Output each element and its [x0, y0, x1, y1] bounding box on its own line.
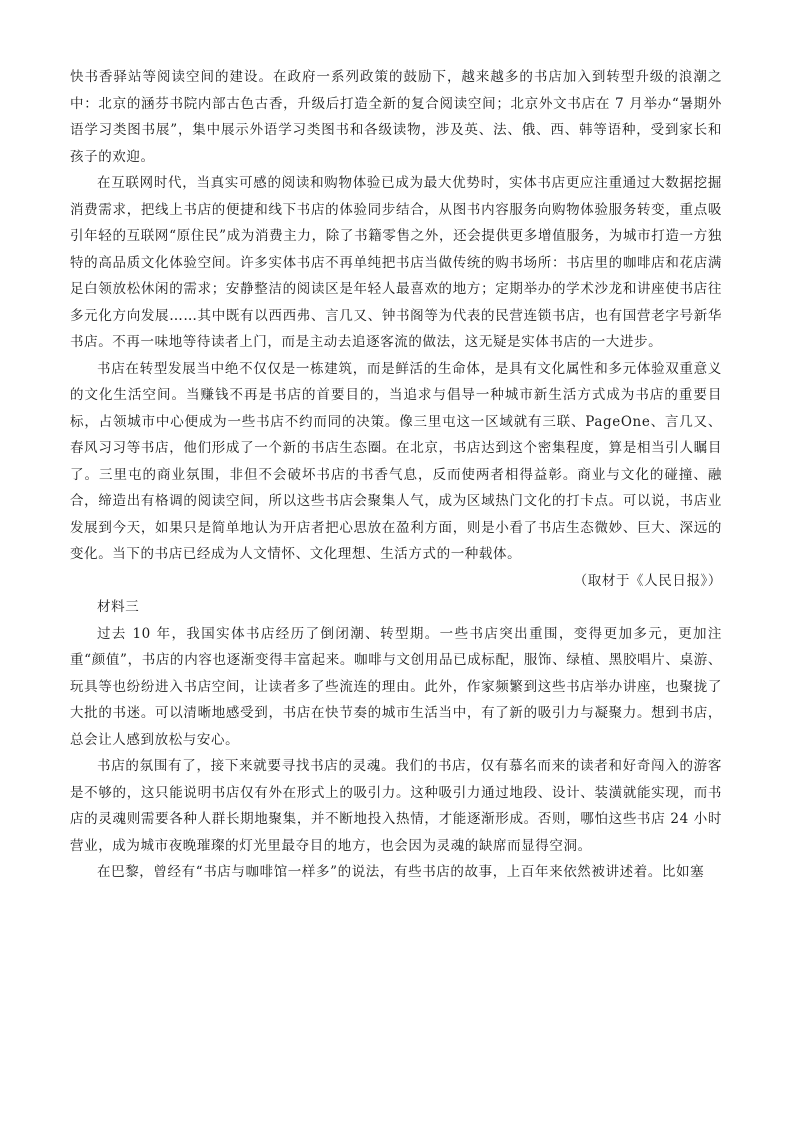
paragraph-bookstore-soul: 书店的氛围有了，接下来就要寻找书店的灵魂。我们的书店，仅有慕名而来的读者和好奇闯入的游客是不够的，这只能说明书店仅有外在形式上的吸引力。这种吸引力通过地段、设计、装潢就能实现，而书店的灵魂则需要各种人群长期地聚集，并不断地投入热情，才能逐渐形成。否则，哪怕这些书店 24 小时营业，成为城市夜晚璀璨的灯光里最夺目的地方，也会因为灵魂的缺席而显得空洞。 — [70, 758, 722, 854]
paragraph-bookstore-transformation: 书店在转型发展当中绝不仅仅是一栋建筑，而是鲜活的生命体，是具有文化属性和多元体验双重意义的文化生活空间。当赚钱不再是书店的首要目的，当追求与倡导一种城市新生活方式成为书店的重要目标，占领城市中心便成为一些书店不约而同的决策。像三里屯这一区域就有三联、PageOne、言几又、春风习习等书店，他们形成了一个新的书店生态圈。在北京，书店达到这个密集程度，算是相当引人瞩目了。三里屯的商业氛围，非但不会破坏书店的书香气息，反而使两者相得益彰。商业与文化的碰撞、融合，缔造出有格调的阅读空间，所以这些书店会聚集人气，成为区域热门文化的打卡点。可以说，书店业发展到今天，如果只是简单地认为开店者把心思放在盈利方面，则是小看了书店生态微妙、巨大、深远的变化。当下的书店已经成为人文情怀、文化理想、生活方式的一种载体。 — [70, 360, 722, 562]
paragraph-past-decade: 过去 10 年，我国实体书店经历了倒闭潮、转型期。一些书店突出重围，变得更加多元，更加注重“颜值”，书店的内容也逐渐变得丰富起来。咖啡与文创用品已成标配，服饰、绿植、黑胶唱片、桌游、玩具等也纷纷进入书店空间，让读者多了些流连的理由。此外，作家频繁到这些书店举办讲座，也聚拢了大批的书迷。可以清晰地感受到，书店在快节奏的城市生活当中，有了新的吸引力与凝聚力。想到书店，总会让人感到放松与安心。 — [70, 625, 722, 748]
paragraph-paris: 在巴黎，曾经有“书店与咖啡馆一样多”的说法，有些书店的故事，上百年来依然被讲述着。比如塞 — [97, 864, 705, 880]
source-citation: （取材于《人民日报》） — [573, 572, 722, 589]
section-heading-material-three: 材料三 — [97, 599, 140, 615]
paragraph-internet-era: 在互联网时代，当真实可感的阅读和购物体验已成为最大优势时，实体书店更应注重通过大数据挖掘消费需求，把线上书店的便捷和线下书店的体验同步结合，从图书内容服务向购物体验服务转变，重点吸引年轻的互联网“原住民”成为消费主力，除了书籍零售之外，还会提供更多增值服务，为城市打造一方独特的高品质文化体验空间。许多实体书店不再单纯把书店当做传统的购书场所：书店里的咖啡店和花店满足白领放松休闲的需求；安静整洁的阅读区是年轻人最喜欢的地方；定期举办的学术沙龙和讲座使书店往多元化方向发展……其中既有以西西弗、言几又、钟书阁等为代表的民营连锁书店，也有国营老字号新华书店。不再一味地等待读者上门，而是主动去追逐客流的做法，这无疑是实体书店的一大进步。 — [70, 175, 722, 350]
document-page — [70, 64, 722, 886]
paragraph-continued: 快书香驿站等阅读空间的建设。在政府一系列政策的鼓励下，越来越多的书店加入到转型升级的浪潮之中：北京的涵芬书院内部古色古香，升级后打造全新的复合阅读空间；北京外文书店在 7 月举办“暑期外语学习类图书展”，集中展示外语学习类图书和各级读物，涉及英、法、俄、西、韩等语种，受到家长和孩子的欢迎。 — [70, 69, 722, 165]
